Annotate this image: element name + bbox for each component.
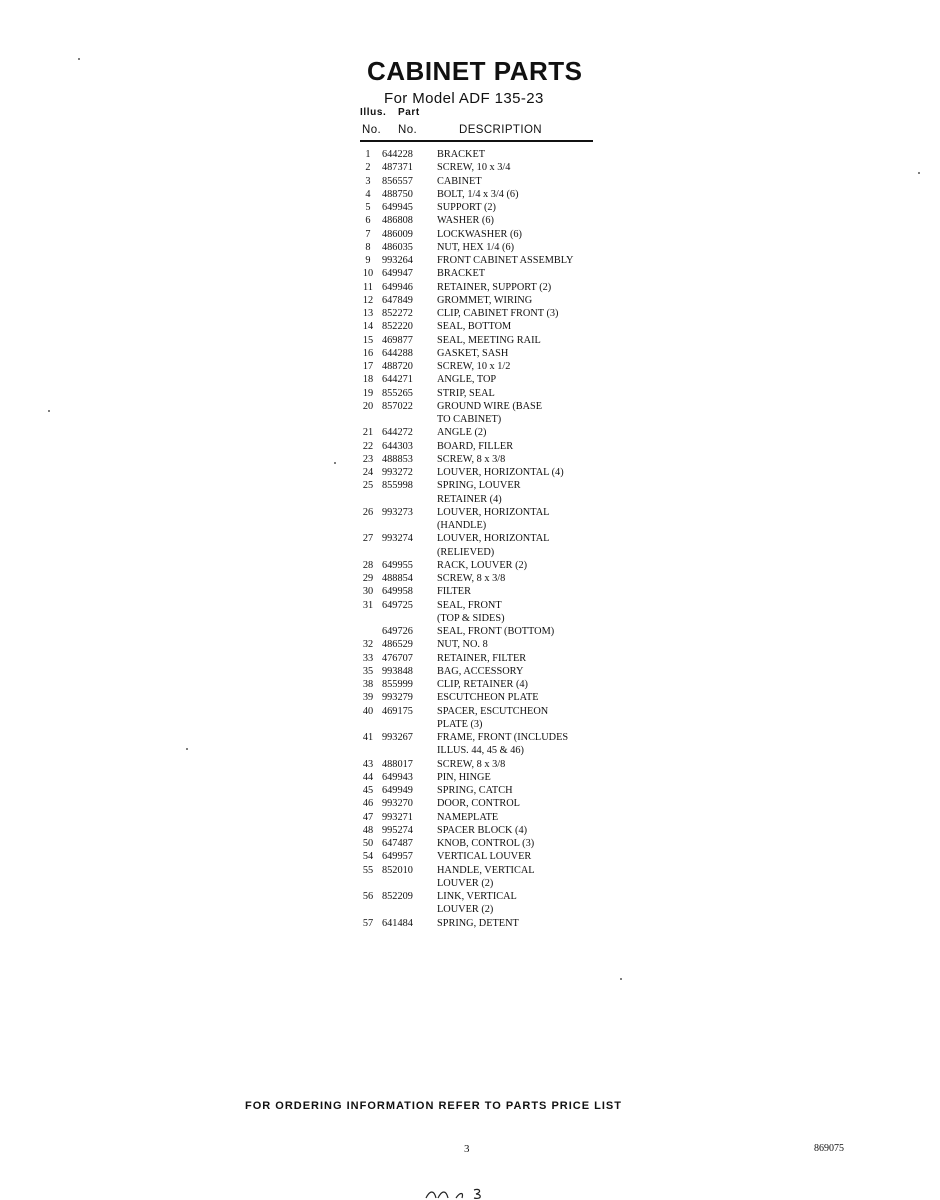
description-line: LOUVER, HORIZONTAL [437, 533, 550, 545]
description-line: (HANDLE) [437, 520, 487, 531]
part-number: 993264 [382, 255, 413, 266]
part-description [437, 824, 527, 837]
description-line: SCREW, 8 x 3/8 [437, 453, 506, 465]
part-row [360, 320, 610, 333]
part-description [437, 228, 522, 241]
description-line: FRAME, FRONT (INCLUDES [437, 732, 569, 743]
part-row [360, 188, 610, 201]
description-line: LINK, VERTICAL [437, 891, 517, 902]
description-line: FRONT CABINET ASSEMBLY [437, 255, 574, 266]
part-description [437, 771, 491, 784]
part-number: 649947 [382, 268, 413, 280]
part-description [437, 479, 521, 506]
description-line: SCREW, 8 x 3/8 [437, 573, 506, 584]
part-row [360, 758, 610, 771]
part-number: 649945 [382, 202, 413, 213]
part-row [360, 599, 610, 626]
description-line: ILLUS. 44, 45 & 46) [437, 745, 524, 757]
description-line: RETAINER, SUPPORT (2) [437, 281, 552, 293]
part-number: 649949 [382, 785, 413, 796]
description-line: KNOB, CONTROL (3) [437, 838, 535, 849]
illus-number: 5 [365, 202, 371, 213]
illus-number: 9 [365, 255, 371, 266]
part-number: 488853 [382, 453, 413, 465]
part-number: 852272 [382, 308, 413, 319]
illus-number: 11 [363, 281, 373, 293]
part-row [360, 797, 610, 810]
part-row [360, 201, 610, 214]
illus-number: 2 [365, 162, 371, 174]
description-line: SUPPORT (2) [437, 202, 496, 213]
description-header: DESCRIPTION [459, 124, 542, 136]
part-row [360, 824, 610, 837]
part-description [437, 532, 549, 559]
description-line: BRACKET [437, 149, 486, 160]
illus-number: 20 [362, 400, 374, 412]
part-description [437, 758, 505, 771]
scan-speck [186, 748, 188, 750]
description-line: ANGLE (2) [437, 427, 487, 439]
part-row [360, 267, 610, 280]
illus-number: 7 [365, 228, 371, 240]
part-description [437, 837, 534, 850]
part-description [437, 281, 551, 294]
illus-number: 21 [362, 427, 374, 439]
part-number: 476707 [382, 652, 413, 664]
scan-speck [48, 410, 50, 412]
part-number: 486529 [382, 639, 413, 651]
part-row [360, 638, 610, 651]
part-number: 649957 [382, 851, 413, 863]
part-row [360, 281, 610, 294]
part-header-top: Part [398, 107, 420, 118]
part-description [437, 599, 505, 626]
part-number: 487371 [382, 162, 413, 174]
illus-number: 35 [362, 665, 374, 677]
part-row [360, 665, 610, 678]
scan-speck [334, 462, 336, 464]
description-line: SPRING, LOUVER [437, 480, 521, 492]
part-description [437, 267, 485, 280]
illus-number: 57 [362, 917, 374, 929]
illus-number: 26 [362, 506, 374, 518]
part-number: 993274 [382, 533, 413, 545]
illus-number: 23 [362, 453, 374, 465]
description-line: TO CABINET) [437, 414, 502, 425]
illus-number: 24 [362, 467, 374, 478]
part-number: 852209 [382, 891, 413, 902]
part-row [360, 864, 610, 891]
description-line: ESCUTCHEON PLATE [437, 692, 539, 704]
part-number: 486035 [382, 241, 413, 253]
description-line: GROUND WIRE (BASE [437, 400, 543, 412]
description-line: SEAL, BOTTOM [437, 321, 512, 333]
part-description [437, 652, 526, 665]
part-description [437, 585, 471, 598]
part-row [360, 307, 610, 320]
illus-number: 40 [362, 705, 374, 717]
illus-number: 50 [362, 838, 374, 849]
document-number: 869075 [814, 1143, 844, 1154]
part-row [360, 506, 610, 533]
part-row [360, 466, 610, 479]
part-row [360, 479, 610, 506]
part-description [437, 625, 554, 638]
description-line: PIN, HINGE [437, 771, 491, 783]
part-description [437, 188, 519, 201]
part-description [437, 691, 539, 704]
page-title: CABINET PARTS [367, 56, 583, 86]
page-number: 3 [464, 1143, 470, 1155]
part-row [360, 691, 610, 704]
description-line: SCREW, 10 x 3/4 [437, 162, 511, 174]
illus-number: 16 [362, 347, 374, 359]
part-row [360, 440, 610, 453]
illus-number: 54 [362, 851, 374, 863]
part-row [360, 917, 610, 930]
part-row [360, 625, 610, 638]
description-line: LOUVER (2) [437, 904, 494, 916]
handwritten-mark [424, 1184, 504, 1200]
illus-number: 15 [362, 334, 374, 346]
part-row [360, 360, 610, 373]
illus-number: 33 [362, 652, 374, 664]
part-number: 993272 [382, 467, 413, 478]
part-number: 857022 [382, 400, 413, 412]
description-line: GROMMET, WIRING [437, 294, 533, 306]
part-row [360, 890, 610, 917]
ordering-note: FOR ORDERING INFORMATION REFER TO PARTS PRICE LIST [245, 1100, 622, 1112]
part-row [360, 347, 610, 360]
illus-number: 13 [362, 308, 374, 319]
part-row [360, 426, 610, 439]
description-line: SPRING, CATCH [437, 785, 513, 796]
part-number: 486808 [382, 215, 413, 227]
description-line: NUT, HEX 1/4 (6) [437, 241, 515, 253]
part-row [360, 148, 610, 161]
part-row [360, 254, 610, 267]
part-number: 644272 [382, 427, 413, 439]
part-row [360, 294, 610, 307]
part-number: 649955 [382, 559, 413, 571]
part-description [437, 175, 482, 188]
part-description [437, 797, 520, 810]
illus-number: 56 [362, 891, 374, 902]
part-number: 993273 [382, 506, 413, 518]
part-number: 856557 [382, 175, 413, 187]
description-line: BRACKET [437, 268, 486, 280]
description-line: GASKET, SASH [437, 347, 509, 359]
part-description [437, 864, 535, 891]
part-number: 488750 [382, 188, 413, 200]
part-description [437, 440, 513, 453]
description-line: DOOR, CONTROL [437, 798, 520, 810]
illus-number: 46 [362, 798, 374, 810]
part-number: 993271 [382, 811, 413, 823]
part-row [360, 532, 610, 559]
description-line: WASHER (6) [437, 215, 494, 227]
part-number: 649946 [382, 281, 413, 293]
part-row [360, 334, 610, 347]
part-row [360, 161, 610, 174]
header-rule [360, 140, 593, 142]
description-line: RETAINER, FILTER [437, 652, 527, 664]
part-row [360, 400, 610, 427]
illus-number: 10 [362, 268, 374, 280]
part-description [437, 254, 573, 267]
part-number: 855265 [382, 387, 413, 399]
description-line: LOUVER, HORIZONTAL [437, 506, 550, 518]
part-description [437, 453, 505, 466]
description-line: ANGLE, TOP [437, 374, 497, 386]
part-number: 641484 [382, 917, 413, 929]
illus-number: 22 [362, 440, 374, 452]
scan-speck [78, 58, 80, 60]
part-row [360, 771, 610, 784]
part-description [437, 347, 508, 360]
illus-number: 31 [362, 599, 374, 611]
part-description [437, 161, 510, 174]
part-description [437, 400, 542, 427]
part-description [437, 466, 564, 479]
scan-speck [918, 172, 920, 174]
part-no-header: No. [398, 124, 418, 136]
part-description [437, 917, 519, 930]
part-number: 488017 [382, 758, 413, 770]
description-line: SCREW, 8 x 3/8 [437, 758, 506, 770]
part-row [360, 811, 610, 824]
illus-number: 4 [365, 188, 371, 200]
description-line: (TOP & SIDES) [437, 612, 505, 624]
part-row [360, 387, 610, 400]
part-number: 649943 [382, 771, 413, 783]
part-number: 644303 [382, 440, 413, 452]
illus-number: 30 [362, 586, 374, 598]
illus-number: 19 [362, 387, 374, 399]
description-line: SCREW, 10 x 1/2 [437, 361, 511, 372]
description-line: NUT, NO. 8 [437, 639, 488, 651]
part-number: 855998 [382, 480, 413, 492]
part-description [437, 784, 513, 797]
description-line: SPACER BLOCK (4) [437, 824, 528, 836]
description-line: STRIP, SEAL [437, 387, 495, 399]
description-line: NAMEPLATE [437, 811, 499, 823]
part-row [360, 678, 610, 691]
illus-number: 28 [362, 559, 374, 571]
description-line: CLIP, CABINET FRONT (3) [437, 308, 559, 319]
part-row [360, 850, 610, 863]
illus-number: 38 [362, 679, 374, 690]
part-description [437, 678, 528, 691]
part-description [437, 638, 488, 651]
illus-number: 48 [362, 824, 374, 836]
illus-number: 8 [365, 241, 371, 253]
part-description [437, 294, 532, 307]
part-number: 852010 [382, 864, 413, 876]
part-description [437, 506, 549, 533]
description-line: LOUVER (2) [437, 877, 494, 889]
part-number: 647849 [382, 294, 413, 306]
illus-number: 12 [362, 294, 374, 306]
part-description [437, 572, 505, 585]
illus-number: 43 [362, 758, 374, 770]
description-line: SPRING, DETENT [437, 917, 519, 929]
part-number: 644288 [382, 347, 413, 359]
illus-number: 55 [362, 864, 374, 876]
part-number: 469877 [382, 334, 413, 346]
part-number: 469175 [382, 705, 413, 717]
part-description [437, 426, 486, 439]
part-description [437, 320, 511, 333]
illus-number: 6 [365, 215, 371, 227]
description-line: BAG, ACCESSORY [437, 665, 524, 677]
part-number: 488854 [382, 573, 413, 584]
part-row [360, 731, 610, 758]
part-row [360, 453, 610, 466]
illus-number: 18 [362, 374, 374, 386]
illus-number: 1 [365, 149, 371, 160]
part-description [437, 559, 527, 572]
illus-number: 45 [362, 785, 374, 796]
part-number: 647487 [382, 838, 413, 849]
illus-number: 17 [362, 361, 374, 372]
description-line: BOLT, 1/4 x 3/4 (6) [437, 188, 519, 200]
part-description [437, 373, 496, 386]
description-line: CLIP, RETAINER (4) [437, 679, 528, 690]
description-line: CABINET [437, 175, 482, 187]
part-description [437, 850, 531, 863]
description-line: FILTER [437, 586, 471, 598]
illus-number: 25 [362, 480, 374, 492]
illus-number: 29 [362, 573, 374, 584]
description-line: RACK, LOUVER (2) [437, 559, 528, 571]
part-row [360, 214, 610, 227]
part-row [360, 228, 610, 241]
illus-no-header: No. [362, 124, 382, 136]
part-row [360, 175, 610, 188]
part-number: 644228 [382, 149, 413, 160]
description-line: PLATE (3) [437, 718, 483, 730]
part-description [437, 890, 517, 917]
parts-list [360, 148, 610, 930]
part-description [437, 307, 558, 320]
part-number: 486009 [382, 228, 413, 240]
scan-speck [620, 978, 622, 980]
part-description [437, 360, 510, 373]
description-line: SEAL, FRONT (BOTTOM) [437, 626, 555, 637]
part-description [437, 241, 514, 254]
illus-number: 3 [365, 175, 371, 187]
description-line: VERTICAL LOUVER [437, 851, 532, 863]
illus-number: 47 [362, 811, 374, 823]
part-number: 649725 [382, 599, 413, 611]
description-line: SEAL, MEETING RAIL [437, 334, 541, 346]
part-description [437, 214, 494, 227]
part-row [360, 241, 610, 254]
part-number: 649726 [382, 626, 413, 637]
description-line: HANDLE, VERTICAL [437, 864, 535, 876]
part-description [437, 705, 548, 732]
part-row [360, 784, 610, 797]
illus-header-top: Illus. [360, 107, 387, 118]
part-description [437, 811, 498, 824]
illus-number: 14 [362, 321, 374, 333]
part-description [437, 334, 541, 347]
part-number: 644271 [382, 374, 413, 386]
part-number: 995274 [382, 824, 413, 836]
description-line: (RELIEVED) [437, 546, 495, 558]
part-row [360, 652, 610, 665]
illus-number: 32 [362, 639, 374, 651]
illus-number: 39 [362, 692, 374, 704]
part-row [360, 705, 610, 732]
part-number: 488720 [382, 361, 413, 372]
part-row [360, 837, 610, 850]
part-number: 993279 [382, 692, 413, 704]
part-number: 993848 [382, 665, 413, 677]
description-line: BOARD, FILLER [437, 440, 514, 452]
part-number: 993270 [382, 798, 413, 810]
part-row [360, 559, 610, 572]
part-row [360, 373, 610, 386]
part-row [360, 572, 610, 585]
description-line: LOUVER, HORIZONTAL (4) [437, 467, 564, 478]
illus-number: 27 [362, 533, 374, 545]
description-line: LOCKWASHER (6) [437, 228, 522, 240]
part-description [437, 731, 568, 758]
part-number: 852220 [382, 321, 413, 333]
part-description [437, 148, 485, 161]
part-row [360, 585, 610, 598]
part-description [437, 387, 495, 400]
model-subtitle: For Model ADF 135-23 [384, 90, 544, 107]
illus-number: 44 [362, 771, 374, 783]
description-line: RETAINER (4) [437, 493, 502, 505]
description-line: SPACER, ESCUTCHEON [437, 705, 549, 717]
part-description [437, 201, 496, 214]
part-number: 649958 [382, 586, 413, 598]
description-line: SEAL, FRONT [437, 599, 502, 611]
illus-number: 41 [362, 732, 374, 743]
part-number: 855999 [382, 679, 413, 690]
part-description [437, 665, 523, 678]
part-number: 993267 [382, 732, 413, 743]
